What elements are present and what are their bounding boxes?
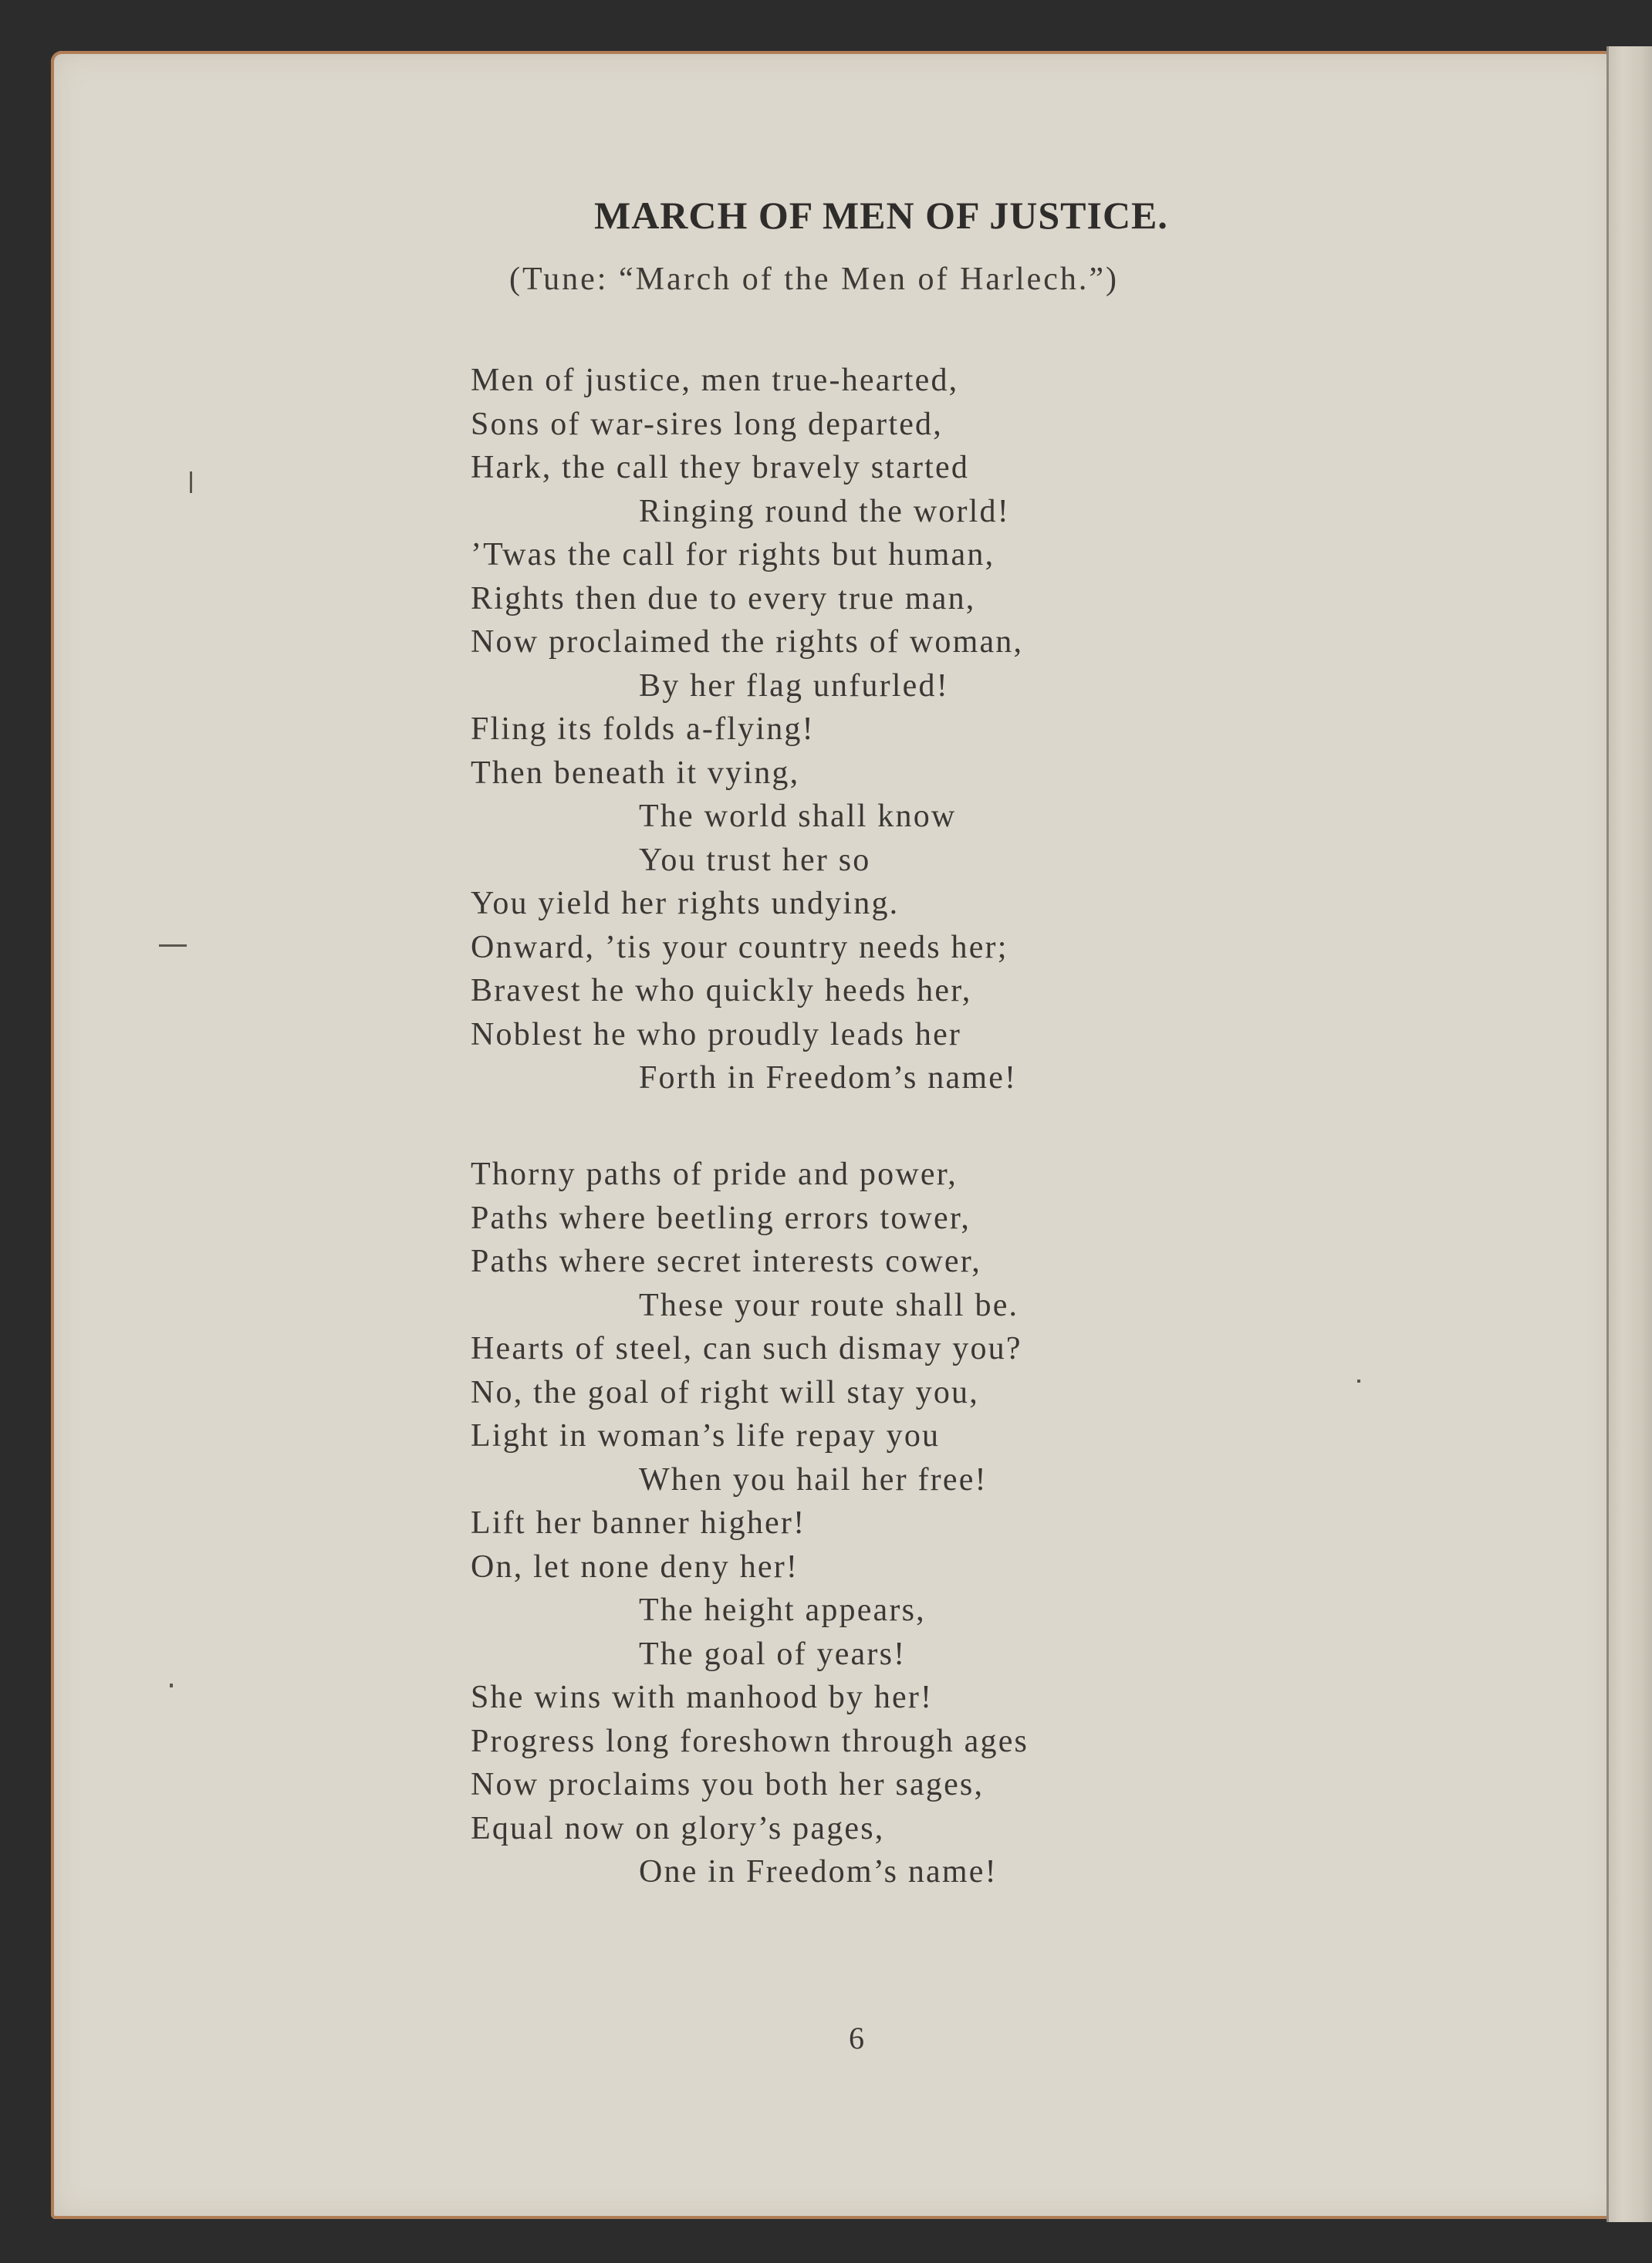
poem-line: You yield her rights undying. [471,886,900,921]
poem-line: Forth in Freedom’s name! [639,1060,1018,1096]
poem-line: Paths where beetling errors tower, [471,1200,971,1236]
poem-line: Onward, ’tis your country needs her; [471,929,1008,965]
poem-line: Light in woman’s life repay you [471,1418,941,1454]
page-speck [159,944,187,947]
stanza [471,359,1023,1100]
poem-line: These your route shall be. [639,1287,1019,1323]
poem-title: MARCH OF MEN OF JUSTICE. [594,194,1168,237]
poem-line: On, let none deny her! [471,1549,799,1585]
poem-line: Lift her banner higher! [471,1505,806,1541]
page-number: 6 [849,2021,864,2055]
poem-line: ’Twas the call for rights but human, [471,537,995,573]
poem-line: Equal now on glory’s pages, [471,1810,885,1846]
poem-subtitle: (Tune: “March of the Men of Harlech.”) [509,262,1120,297]
poem-line: Hearts of steel, can such dismay you? [471,1331,1022,1366]
poem-line: Now proclaims you both her sages, [471,1767,985,1802]
poem-line: The goal of years! [639,1636,907,1672]
page-speck [190,471,192,493]
poem-line: Paths where secret interests cower, [471,1244,981,1279]
page-speck [170,1684,173,1687]
poem-line: Now proclaimed the rights of woman, [471,624,1024,660]
stanza [471,1153,1029,1894]
page-speck [1357,1380,1360,1383]
poem-line: Noblest he who proudly leads her [471,1016,962,1052]
poem-line: Thorny paths of pride and power, [471,1157,958,1192]
poem-line: Fling its folds a-flying! [471,711,815,747]
poem-line: You trust her so [639,842,871,878]
poem-line: Sons of war-sires long departed, [471,406,943,442]
poem-line: By her flag unfurled! [639,667,949,704]
poem-line: The world shall know [639,799,957,834]
poem-line: Progress long foreshown through ages [471,1723,1029,1759]
poem-line: No, the goal of right will stay you, [471,1374,979,1410]
poem-line: Bravest he who quickly heeds her, [471,973,972,1008]
poem-line: She wins with manhood by her! [471,1680,934,1715]
poem-line: Rights then due to every true man, [471,580,976,616]
book-spine [1606,46,1652,2222]
poem-line: The height appears, [639,1593,926,1628]
poem-line: Ringing round the world! [639,493,1010,529]
poem-line: Men of justice, men true-hearted, [471,363,959,398]
poem-line: Then beneath it vying, [471,755,800,791]
poem-line: Hark, the call they bravely started [471,450,970,485]
poem-line: One in Freedom’s name! [639,1854,998,1890]
poem-line: When you hail her free! [639,1461,988,1498]
